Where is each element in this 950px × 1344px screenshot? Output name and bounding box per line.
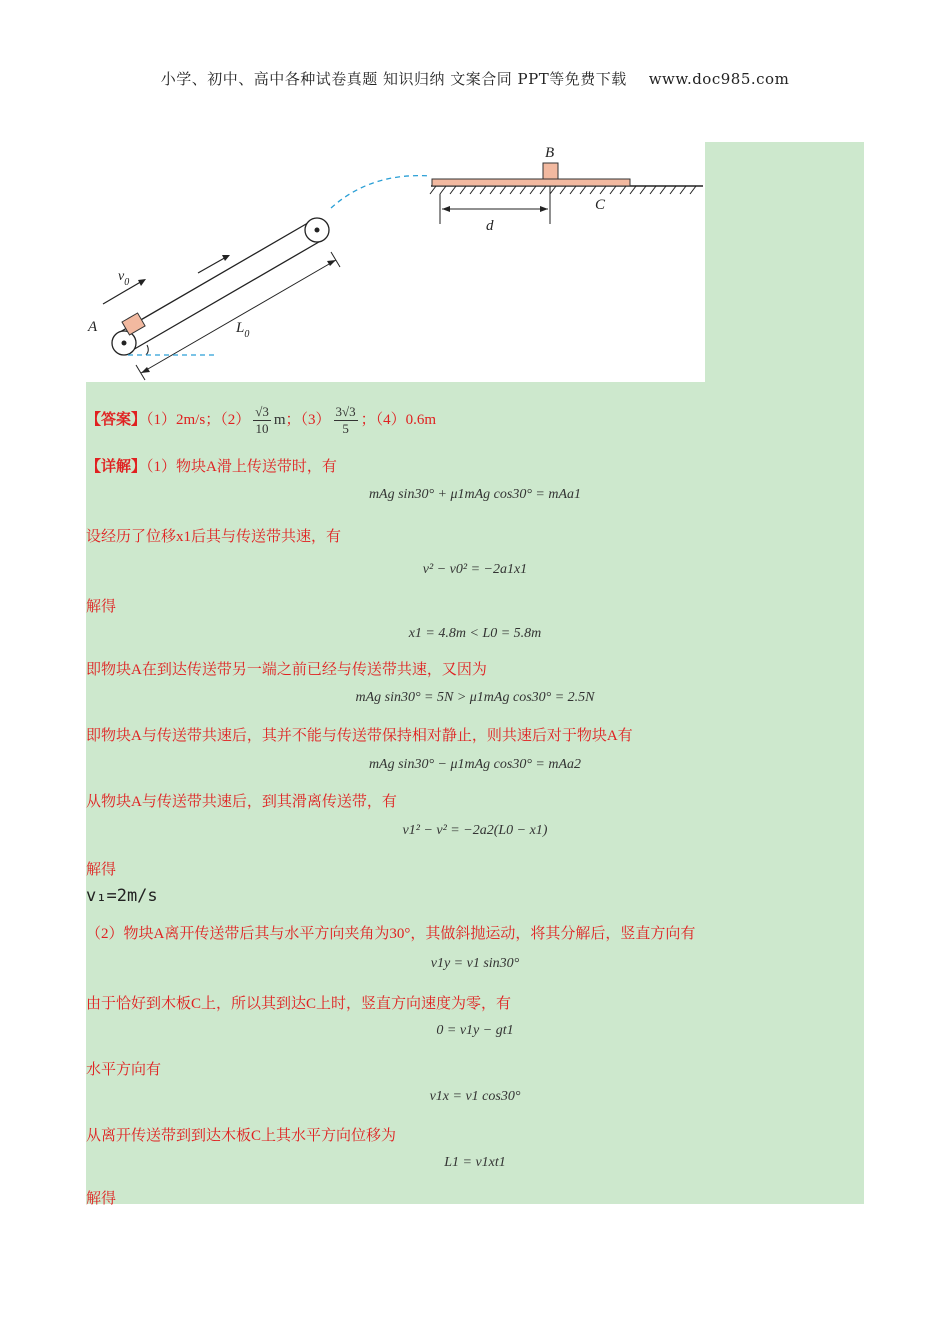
detail-line-12: 解得 xyxy=(86,1191,117,1207)
answer-part2: ；（3） xyxy=(285,411,331,428)
equation-7: v1y = v1 sin30° xyxy=(430,956,520,971)
conveyor-figure xyxy=(86,142,705,382)
answer-tag: 【答案】 xyxy=(86,411,147,428)
fraction-2-numerator: 3√3 xyxy=(335,404,356,419)
label-l0-sub: 0 xyxy=(244,329,250,340)
label-l0: L xyxy=(236,320,245,336)
page-header xyxy=(0,68,950,89)
equation-9: v1x = v1 cos30° xyxy=(429,1089,521,1104)
equation-8: 0 = v1y − gt1 xyxy=(436,1023,514,1038)
detail-line-11: 从离开传送带到到达木板C上其水平方向位移为 xyxy=(86,1128,397,1144)
label-v0-sub: 0 xyxy=(124,277,130,288)
answer-part1: （1）2m/s；（2） xyxy=(146,411,251,428)
fraction-2-denominator: 5 xyxy=(342,421,349,436)
equation-4: mAg sin30° = 5N > μ1mAg cos30° = 2.5N xyxy=(355,690,595,705)
detail-line-3: 解得 xyxy=(86,599,117,615)
answer-fraction-1 xyxy=(253,404,271,437)
equation-6: v1² − v² = −2a2(L0 − x1) xyxy=(402,823,548,838)
detail-line-8: （2）物块A离开传送带后其与水平方向夹角为30°，其做斜抛运动，将其分解后，竖直方向有 xyxy=(86,926,696,942)
result-v1: v₁=2m/s xyxy=(86,886,158,906)
fraction-1-denominator: 10 xyxy=(255,421,269,436)
detail-text-1: （1）物块A滑上传送带时，有 xyxy=(146,459,337,475)
detail-line-9: 由于恰好到木板C上，所以其到达C上时，竖直方向速度为零，有 xyxy=(86,996,512,1012)
content-area xyxy=(86,142,864,1207)
label-v0: v xyxy=(118,269,125,284)
equation-5: mAg sin30° − μ1mAg cos30° = mAa2 xyxy=(368,757,582,772)
detail-tag: 【详解】 xyxy=(86,459,147,475)
conveyor-diagram xyxy=(86,142,705,382)
equation-1: mAg sin30° + μ1mAg cos30° = mAa1 xyxy=(368,487,582,502)
equation-3: x1 = 4.8m < L0 = 5.8m xyxy=(408,626,542,641)
detail-line-10: 水平方向有 xyxy=(86,1062,162,1078)
detail-line-2: 设经历了位移x1后其与传送带共速，有 xyxy=(86,529,342,545)
fraction-1-numerator: √3 xyxy=(255,404,269,419)
detail-line-6: 从物块A与传送带共速后，到其滑离传送带，有 xyxy=(86,794,397,810)
answer-unit: m xyxy=(273,411,286,428)
svg-text:v0 xyxy=(118,269,129,288)
label-d: d xyxy=(486,218,494,234)
answer-part3: ；（4）0.6m xyxy=(360,411,437,428)
equation-10: L1 = v1xt1 xyxy=(444,1155,506,1170)
header-text: 小学、初中、高中各种试卷真题 知识归纳 文案合同 PPT等免费下载 xyxy=(160,70,627,88)
label-a: A xyxy=(88,319,98,335)
equation-2: v² − v0² = −2a1x1 xyxy=(422,562,528,577)
detail-line-1 xyxy=(86,455,864,476)
detail-line-7: 解得 xyxy=(86,862,117,878)
label-b: B xyxy=(545,145,555,161)
detail-line-4: 即物块A在到达传送带另一端之前已经与传送带共速，又因为 xyxy=(86,662,487,678)
svg-text:L0 xyxy=(235,320,249,340)
label-c: C xyxy=(595,197,606,213)
header-site: www.doc985.com xyxy=(648,70,790,88)
answer-line xyxy=(86,404,864,437)
answer-fraction-2 xyxy=(334,404,358,437)
detail-line-5: 即物块A与传送带共速后，其并不能与传送带保持相对静止，则共速后对于物块A有 xyxy=(86,728,633,744)
